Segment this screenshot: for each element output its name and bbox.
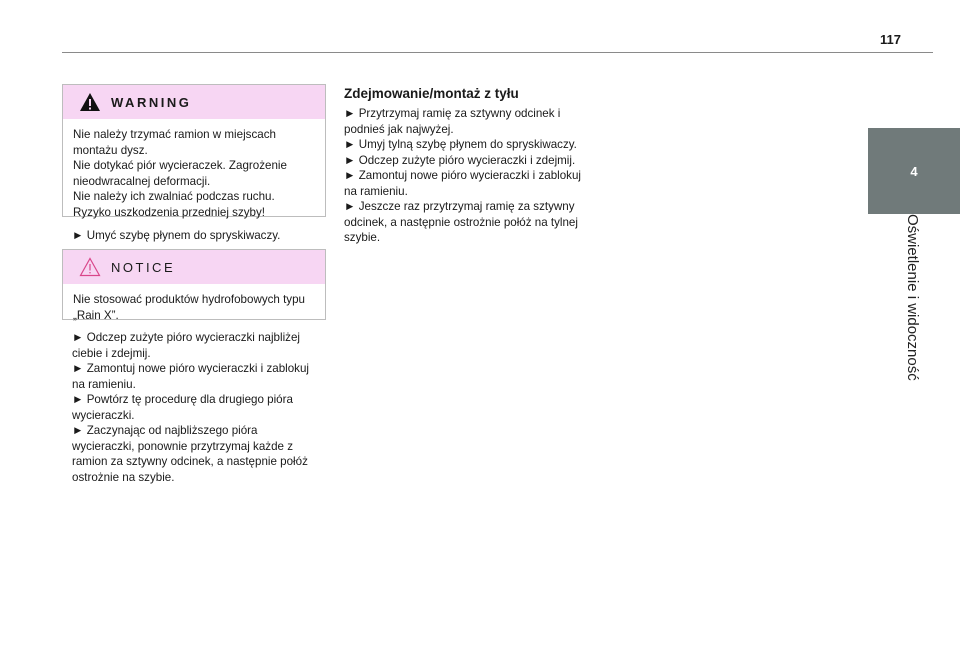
warning-box	[62, 84, 326, 217]
step-line: ostrożnie na szybie.	[72, 470, 175, 484]
step-line: szybie.	[344, 231, 381, 244]
chapter-title-text: Oświetlenie i widoczność	[904, 214, 921, 381]
warning-label: WARNING	[111, 94, 192, 110]
warning-line: nieodwracalnej deformacji.	[73, 174, 211, 188]
notice-line: Nie stosować produktów hydrofobowych typu	[73, 293, 305, 306]
step-line: podnieś jak najwyżej.	[344, 122, 454, 136]
step-line: ► Powtórz tę procedurę dla drugiego pióra	[72, 393, 293, 406]
step-line: ► Przytrzymaj ramię za sztywny odcinek i	[344, 107, 561, 120]
warning-line: Nie należy ich zwalniać podczas ruchu.	[73, 190, 275, 203]
warning-line: montażu dysz.	[73, 143, 148, 157]
step-line: odcinek, a następnie ostrożnie połóż na tylnej	[344, 215, 578, 229]
notice-header	[63, 250, 325, 284]
warning-header	[63, 85, 325, 119]
step-line: ► Zamontuj nowe pióro wycieraczki i zablokuj	[344, 169, 582, 182]
step-wash-windscreen	[72, 228, 280, 244]
step-line: wycieraczki.	[72, 408, 135, 422]
warning-text	[63, 119, 325, 230]
rear-wiper-steps	[344, 106, 581, 246]
step-line: ciebie i zdejmij.	[72, 346, 151, 360]
step-line: ► Zamontuj nowe pióro wycieraczki i zablokuj	[72, 362, 310, 375]
step-line: ► Umyć szybę płynem do spryskiwaczy.	[72, 229, 281, 242]
warning-line: Nie należy trzymać ramion w miejscach	[73, 128, 276, 141]
notice-label: NOTICE	[111, 259, 176, 275]
notice-triangle-icon	[79, 257, 101, 277]
page-number: 117	[880, 32, 901, 47]
chapter-tab-number[interactable]: 4	[868, 128, 960, 214]
chapter-tab-title	[868, 214, 960, 474]
step-line: na ramieniu.	[72, 377, 136, 391]
step-line: ► Umyj tylną szybę płynem do spryskiwaczy.	[344, 138, 577, 151]
step-line: na ramieniu.	[344, 184, 408, 198]
notice-text	[63, 284, 325, 333]
step-line: ► Zaczynając od najbliższego pióra	[72, 424, 258, 437]
rear-section-heading: Zdejmowanie/montaż z tyłu	[344, 86, 519, 101]
warning-line: Ryzyko uszkodzenia przedniej szyby!	[73, 205, 266, 219]
step-line: wycieraczki, ponownie przytrzymaj każde z	[72, 439, 294, 453]
warning-triangle-icon	[79, 92, 101, 112]
header-rule	[62, 52, 933, 53]
warning-line: Nie dotykać piór wycieraczek. Zagrożenie	[73, 159, 287, 172]
notice-line: „Rain X”.	[73, 308, 119, 322]
step-line: ► Jeszcze raz przytrzymaj ramię za sztywny	[344, 200, 575, 213]
front-wiper-steps	[72, 330, 309, 485]
step-line: ► Odczep zużyte pióro wycieraczki najbliżej	[72, 331, 300, 344]
notice-box	[62, 249, 326, 320]
step-line: ramion za sztywny odcinek, a następnie połóż	[72, 455, 308, 468]
step-line: ► Odczep zużyte pióro wycieraczki i zdejmij.	[344, 153, 576, 167]
